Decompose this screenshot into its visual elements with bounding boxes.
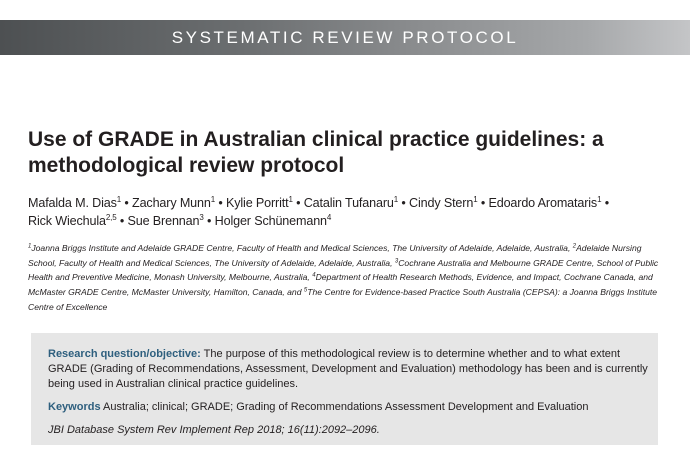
affiliation-text: Adelaide Nursing School, Faculty of Health and Medical Sciences, The University of Adelaide, Adelaide, Australia,: [28, 243, 642, 268]
author-affiliation-sup: 2,5: [105, 213, 117, 222]
author-separator: •: [121, 196, 133, 210]
author-name: Edoardo Aromataris: [488, 196, 598, 210]
author-name: Catalin Tufanaru: [303, 196, 394, 210]
author-separator: •: [203, 214, 215, 228]
keywords-text: Australia; clinical; GRADE; Grading of Recommendations Assessment Development and Evaluation: [100, 401, 589, 413]
author-separator: •: [477, 196, 489, 210]
affiliation-text: Department of Health Research Methods, Evidence, and Impact, Cochrane Canada, and McMaster GRADE Centre, McMaster University, Hamilton, Canada, and: [28, 272, 653, 298]
affiliation-number: 3: [394, 258, 399, 265]
author-separator: •: [398, 196, 410, 210]
author-affiliation-sup: 1: [473, 195, 478, 204]
keywords-label: Keywords: [48, 401, 101, 413]
affiliation-number: 4: [312, 272, 316, 279]
author-name: Zachary Munn: [132, 196, 211, 210]
research-question: [48, 347, 648, 392]
author-separator: •: [116, 214, 128, 228]
author-affiliation-sup: 3: [199, 213, 204, 222]
author-affiliation-sup: 1: [288, 195, 293, 204]
research-question-text: The purpose of this methodological review is to determine whether and to what extent GRADE (Grading of Recommendations, Assessment, Development and Evaluation) methodology has been and is currently being used in Australian clinical practice guidelines.: [48, 348, 648, 390]
author-name: Sue Brennan: [127, 214, 200, 228]
author-name: Rick Wiechula: [28, 214, 106, 228]
affiliation-number: 1: [28, 243, 32, 250]
banner-label: SYSTEMATIC REVIEW PROTOCOL: [171, 28, 519, 47]
affiliation-text: Joanna Briggs Institute and Adelaide GRADE Centre, Faculty of Health and Medical Sciences, The University of Adelaide, Adelaide, Australia,: [31, 243, 573, 253]
author-affiliation-sup: 4: [326, 213, 332, 222]
keywords: [48, 400, 648, 415]
author-separator: •: [292, 196, 304, 210]
abstract-box: [31, 333, 658, 445]
affiliation-text: The Centre for Evidence-based Practice South Australia (CEPSA): a Joanna Briggs Institute Centre of Excellence: [28, 287, 658, 312]
author-affiliation-sup: 1: [393, 195, 399, 204]
author-list: [28, 194, 668, 230]
affiliation-number: 5: [303, 287, 308, 294]
author-affiliation-sup: 1: [116, 195, 122, 204]
author-name: Holger Schünemann: [214, 214, 327, 228]
affiliation-list: [28, 241, 660, 315]
research-question-label: Research question/objective:: [48, 348, 201, 360]
author-affiliation-sup: 1: [597, 195, 602, 204]
author-name: Cindy Stern: [409, 196, 474, 210]
author-affiliation-sup: 1: [210, 195, 216, 204]
affiliation-text: Cochrane Australia and Melbourne GRADE Centre, School of Public Health and Preventive Medicine, Monash University, Melbourne, Australia,: [28, 257, 659, 283]
author-separator: •: [215, 196, 227, 210]
affiliation-number: 2: [572, 243, 577, 250]
article-title: Use of GRADE in Australian clinical practice guidelines: a methodological review protocol: [28, 128, 604, 177]
author-name: Mafalda M. Dias: [28, 196, 117, 210]
author-name: Kylie Porritt: [226, 196, 289, 210]
citation: JBI Database System Rev Implement Rep 2018; 16(11):2092–2096.: [48, 424, 380, 436]
section-banner: [0, 20, 690, 55]
author-separator: •: [601, 196, 609, 210]
